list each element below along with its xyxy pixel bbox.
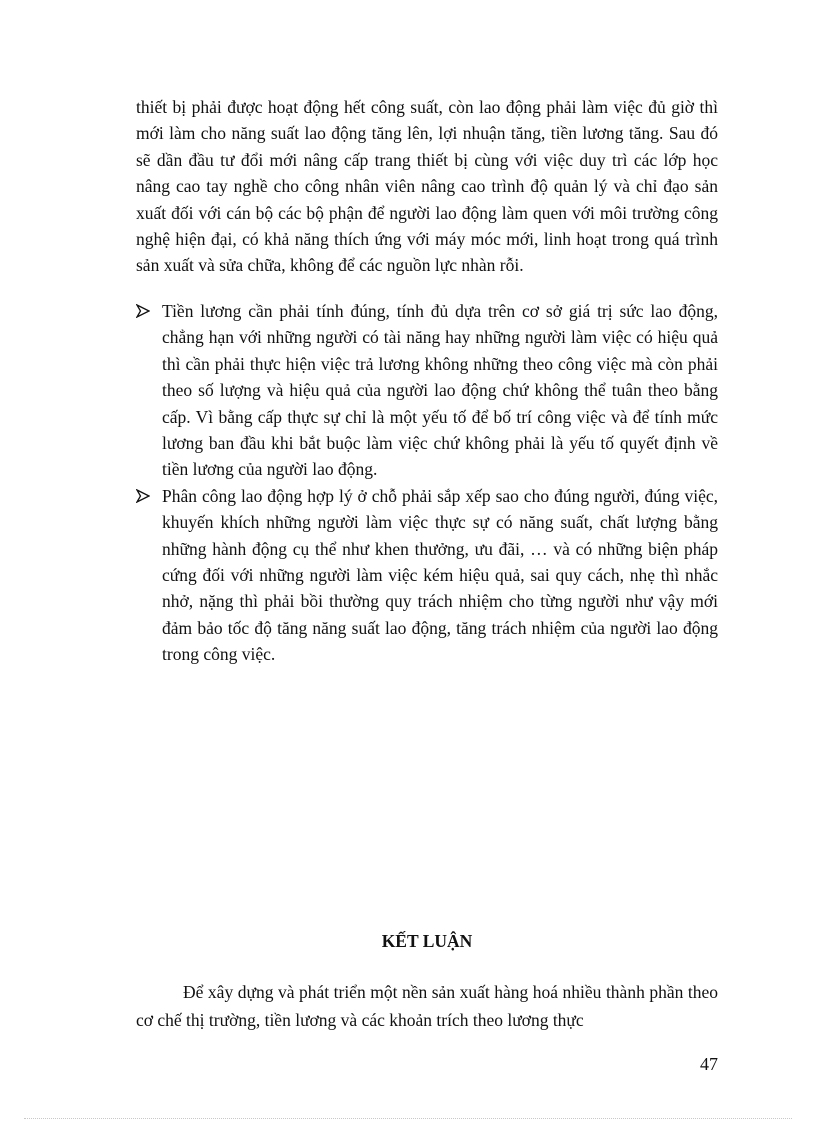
arrowhead-bullet-icon: [136, 304, 150, 318]
bullet-list: [136, 298, 718, 668]
bullet-text: Tiền lương cần phải tính đúng, tính đủ dựa trên cơ sở giá trị sức lao động, chẳng hạn với những người có tài năng hay những người làm việc có hiệu quả thì cần phải thực hiện việc trả lương không những theo công việc mà còn phải theo số lượng và hiệu quả của người lao động chứ không thể tuân theo bằng cấp. Vì bằng cấp thực sự chỉ là một yếu tố để bố trí công việc và để tính mức lương ban đầu khi bắt buộc làm việc chứ không phải là yếu tố quyết định về tiền lương của người lao động.: [162, 301, 718, 480]
conclusion-heading: KẾT LUẬN: [381, 931, 473, 951]
arrowhead-bullet-icon: [136, 489, 150, 503]
footer-divider: [24, 1118, 792, 1119]
page-number: 47: [700, 1054, 718, 1074]
list-item: [136, 298, 718, 483]
bullet-text: Phân công lao động hợp lý ở chỗ phải sắp xếp sao cho đúng người, đúng việc, khuyến khích những người làm việc thực sự có năng suất, chất lượng bằng những hành động cụ thể như khen thưởng, ưu đãi, … và có những biện pháp cứng đối với những người làm việc kém hiệu quả, sai quy cách, nhẹ thì nhắc nhở, nặng thì phải bồi thường quy trách nhiệm cho từng người như vậy mới đảm bảo tốc độ tăng năng suất lao động, tăng trách nhiệm của người lao động trong công việc.: [162, 485, 718, 665]
list-item: [136, 483, 718, 668]
continued-paragraph: thiết bị phải được hoạt động hết công suất, còn lao động phải làm việc đủ giờ thì mới làm cho năng suất lao động tăng lên, lợi nhuận tăng, tiền lương tăng. Sau đó sẽ dần đầu tư đổi mới nâng cấp trang thiết bị cùng với việc duy trì các lớp học nâng cao tay nghề cho công nhân viên nâng cao trình độ quản lý và chỉ đạo sản xuất đối với cán bộ các bộ phận để người lao động làm quen với môi trường công nghệ hiện đại, có khả năng thích ứng với máy móc mới, linh hoạt trong quá trình sản xuất và sửa chữa, không để các nguồn lực nhàn rỗi.: [136, 97, 718, 276]
conclusion-paragraph: Để xây dựng và phát triển một nền sản xuất hàng hoá nhiều thành phần theo cơ chế thị trường, tiền lương và các khoản trích theo lương thực: [136, 982, 718, 1030]
